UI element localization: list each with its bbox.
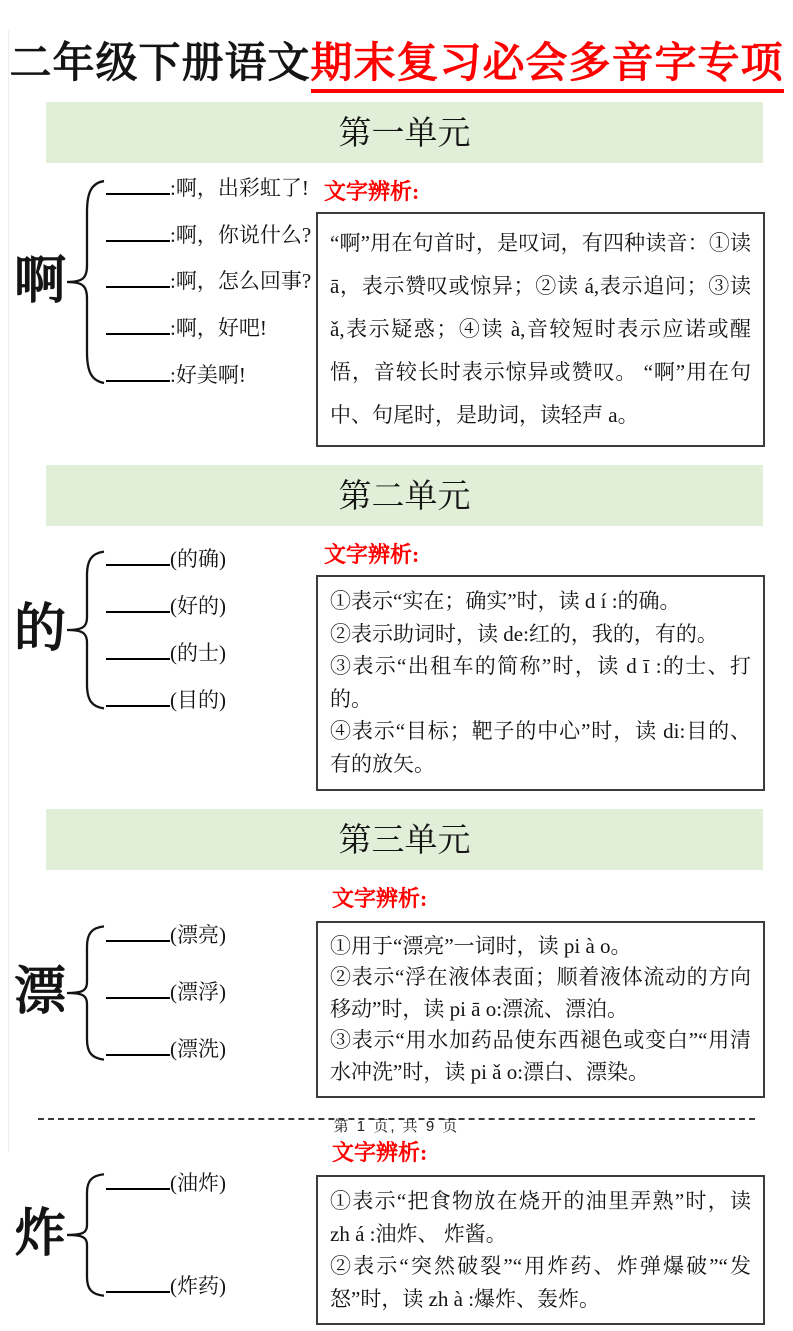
- item-label: :啊，怎么回事?: [170, 269, 312, 294]
- blank-line: [106, 333, 170, 335]
- page-title: [0, 30, 793, 90]
- blank-item-list: [106, 1170, 310, 1300]
- blank-item-list: [106, 922, 310, 1064]
- analysis-label: 文字辨析:: [332, 1140, 428, 1166]
- item-label: :啊，好吧!: [170, 316, 267, 341]
- blank-line: [106, 705, 170, 707]
- blank-item: [106, 268, 311, 295]
- blank-item: [106, 687, 310, 714]
- blank-line: [106, 193, 170, 195]
- analysis-paragraph: ①用于“漂亮”一词时，读 pi à o。: [330, 933, 632, 958]
- analysis-paragraph: “啊”用在句首时，是叹词，有四种读音：①读 ā，表示赞叹或惊异；②读 á,表示追问；③读 ǎ,表示疑惑；④读 à,音较短时表示应诺或醒悟，音较长时表示惊异或赞叹。 “啊”用在句中、句尾时，是助词，读轻声 a。: [330, 231, 751, 428]
- blank-line: [106, 997, 170, 999]
- item-label: :啊，出彩虹了!: [170, 176, 309, 200]
- item-label: :啊，你说什么?: [170, 222, 312, 247]
- item-label: (的确): [170, 547, 227, 572]
- analysis-box: [316, 1175, 765, 1325]
- item-label: (漂亮): [170, 922, 227, 947]
- title-red: 期末复习必会多音字专项: [311, 41, 784, 93]
- analysis-paragraph: ②表示“突然破裂”“用炸药、炸弹爆破”“发怒”时，读 zh à :爆炸、轰炸。: [330, 1254, 751, 1311]
- blank-item: [106, 1036, 310, 1063]
- analysis-paragraph: ③表示“用水加药品使东西褪色或变白”“用清水冲洗”时，读 pi ǎ o:漂白、漂染。: [330, 1028, 751, 1084]
- brace-icon: [66, 925, 106, 1061]
- blank-item: [106, 175, 311, 202]
- analysis-paragraph: ②表示助词时，读 de:红的，我的，有的。: [330, 621, 718, 646]
- polyphone-character-b: 的: [14, 601, 67, 659]
- item-label: (的士): [170, 641, 227, 666]
- blank-line: [106, 380, 170, 382]
- brace-icon: [66, 550, 106, 710]
- unit-banner-1: 第一单元: [46, 102, 763, 163]
- polyphone-character-d: 炸: [14, 1206, 67, 1264]
- polyphone-group-b: [14, 538, 310, 714]
- blank-item: [106, 1170, 310, 1197]
- item-label: (炸药): [170, 1273, 227, 1298]
- worksheet-page: [0, 30, 793, 1311]
- analysis-label: 文字辨析:: [332, 885, 428, 911]
- blank-line: [106, 658, 170, 660]
- blank-item: [106, 593, 310, 620]
- blank-line: [106, 286, 170, 288]
- unit-banner-2: 第二单元: [46, 465, 763, 526]
- analysis-paragraph: ④表示“目标；靶子的中心”时，读 di:目的、有的放矢。: [330, 719, 751, 776]
- analysis-paragraph: ①表示“实在；确实”时，读 d í :的确。: [330, 589, 681, 614]
- unit-banner-3: 第三单元: [46, 809, 763, 870]
- section-unit1: [0, 171, 793, 453]
- analysis-paragraph: ①表示“把食物放在烧开的油里弄熟”时，读 zh á :油炸、 炸酱。: [330, 1189, 751, 1246]
- blank-line: [106, 611, 170, 613]
- analysis-box: [316, 921, 765, 1099]
- blank-item: [106, 1273, 310, 1300]
- brace-icon: [66, 179, 106, 385]
- blank-line: [106, 940, 170, 942]
- polyphone-group-a: [14, 175, 310, 389]
- blank-line: [106, 240, 170, 242]
- blank-item: [106, 640, 310, 667]
- blank-item: [106, 362, 311, 389]
- blank-line: [106, 1188, 170, 1190]
- section-unit3: [0, 878, 793, 1105]
- analysis-panel: [310, 538, 765, 790]
- item-label: (漂洗): [170, 1037, 227, 1062]
- blank-item: [106, 546, 310, 573]
- item-label: (漂浮): [170, 979, 227, 1004]
- item-label: (目的): [170, 687, 227, 712]
- section-unit2: [0, 534, 793, 796]
- title-black: 二年级下册语文: [9, 41, 311, 87]
- analysis-panel: [310, 175, 765, 447]
- polyphone-character-c: 漂: [14, 963, 67, 1021]
- blank-item: [106, 222, 311, 249]
- analysis-label: 文字辨析:: [324, 542, 420, 568]
- polyphone-group-c: [14, 882, 310, 1064]
- polyphone-character-a: 啊: [14, 253, 67, 310]
- analysis-label: 文字辨析:: [324, 179, 420, 204]
- analysis-box: [316, 212, 765, 447]
- item-label: :好美啊!: [170, 362, 246, 387]
- blank-line: [106, 1054, 170, 1056]
- blank-item: [106, 922, 310, 949]
- section-zha: [0, 1132, 793, 1331]
- blank-line: [106, 1291, 170, 1293]
- item-label: (好的): [170, 594, 227, 619]
- analysis-panel: [310, 882, 765, 1099]
- page-footer: 第 1 页, 共 9 页: [333, 1118, 460, 1135]
- analysis-box: [316, 575, 765, 790]
- polyphone-group-d: [14, 1136, 310, 1300]
- blank-item-list: [106, 175, 311, 389]
- blank-item-list: [106, 546, 310, 714]
- brace-icon: [66, 1173, 106, 1297]
- analysis-paragraph: ②表示“浮在液体表面；顺着液体流动的方向移动”时，读 pi ā o:漂流、漂泊。: [330, 965, 751, 1021]
- blank-item: [106, 315, 311, 342]
- blank-line: [106, 564, 170, 566]
- analysis-paragraph: ③表示“出租车的简称”时，读 d ī :的士、打的。: [330, 654, 751, 711]
- analysis-panel: [310, 1136, 765, 1325]
- blank-item: [106, 979, 310, 1006]
- item-label: (油炸): [170, 1171, 227, 1196]
